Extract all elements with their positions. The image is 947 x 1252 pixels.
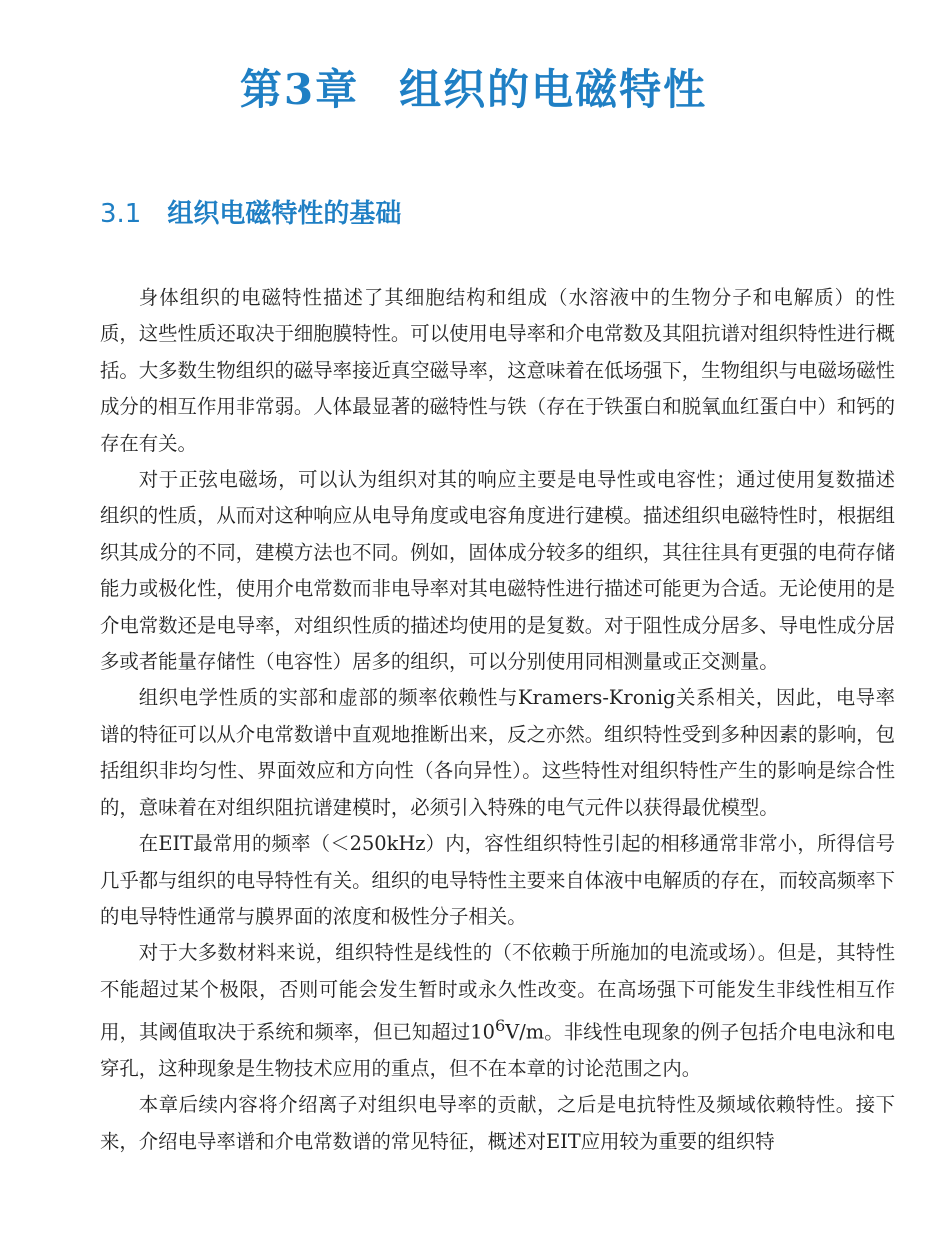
paragraph-6: 本章后续内容将介绍离子对组织电导率的贡献，之后是电抗特性及频域依赖特性。接下来，介绍电导率谱和介电常数谱的常见特征，概述对EIT应用较为重要的组织特	[100, 1093, 895, 1153]
paragraph-1: 身体组织的电磁特性描述了其细胞结构和组成（水溶液中的生物分子和电解质）的性质，这些性质还取决于细胞膜特性。可以使用电导率和介电常数及其阻抗谱对组织特性进行概括。大多数生物组织的磁导率接近真空磁导率，这意味着在低场强下，生物组织与电磁场磁性成分的相互作用非常弱。人体最显著的磁特性与铁（存在于铁蛋白和脱氧血红蛋白中）和钙的存在有关。	[100, 286, 896, 455]
paragraph-5-before: 对于大多数材料来说，组织特性是线性的（不依赖于所施加的电流或场）。但是，其特性不能超过某个极限，否则可能会发生暂时或永久性改变。在高场强下可能发生非线性相互作用，其阈值取决于系统和频率，但已知超过10	[100, 941, 895, 1044]
chapter-number: 第3章	[239, 65, 360, 114]
paragraph-5-after: V/m。非线性电现象的例子包括介电电泳和电穿孔，这种现象是生物技术应用的重点，但不在本章的讨论范围之内。	[100, 1020, 895, 1080]
paragraph-4: 在EIT最常用的频率（＜250kHz）内，容性组织特性引起的相移通常非常小，所得信号几乎都与组织的电导特性有关。组织的电导特性主要来自体液中电解质的存在，而较高频率下的电导特性通常与膜界面的浓度和极性分子相关。	[100, 832, 896, 928]
section-number: 3.1	[100, 199, 142, 229]
paragraph-5	[100, 935, 895, 1087]
chapter-title	[0, 62, 947, 118]
paragraph-3: 组织电学性质的实部和虚部的频率依赖性与Kramers-Kronig关系相关，因此，电导率谱的特征可以从介电常数谱中直观地推断出来，反之亦然。组织特性受到多种因素的影响，包括组织非均匀性、界面效应和方向性（各向异性）。这些特性对组织特性产生的影响是综合性的，意味着在对组织阻抗谱建模时，必须引入特殊的电气元件以获得最优模型。	[100, 686, 896, 819]
chapter-title-text: 组织的电磁特性	[399, 65, 708, 114]
paragraph-2: 对于正弦电磁场，可以认为组织对其的响应主要是电导性或电容性；通过使用复数描述组织的性质，从而对这种响应从电导角度或电容角度进行建模。描述组织电磁特性时，根据组织其成分的不同，建模方法也不同。例如，固体成分较多的组织，其往往具有更强的电荷存储能力或极化性，使用介电常数而非电导率对其电磁特性进行描述可能更为合适。无论使用的是介电常数还是电导率，对组织性质的描述均使用的是复数。对于阻性成分居多、导电性成分居多或者能量存储性（电容性）居多的组织，可以分别使用同相测量或正交测量。	[100, 468, 896, 674]
section-heading	[100, 194, 401, 234]
section-title-text: 组织电磁特性的基础	[167, 199, 402, 229]
exponent: 6	[494, 1016, 506, 1036]
body-text	[100, 280, 895, 1160]
